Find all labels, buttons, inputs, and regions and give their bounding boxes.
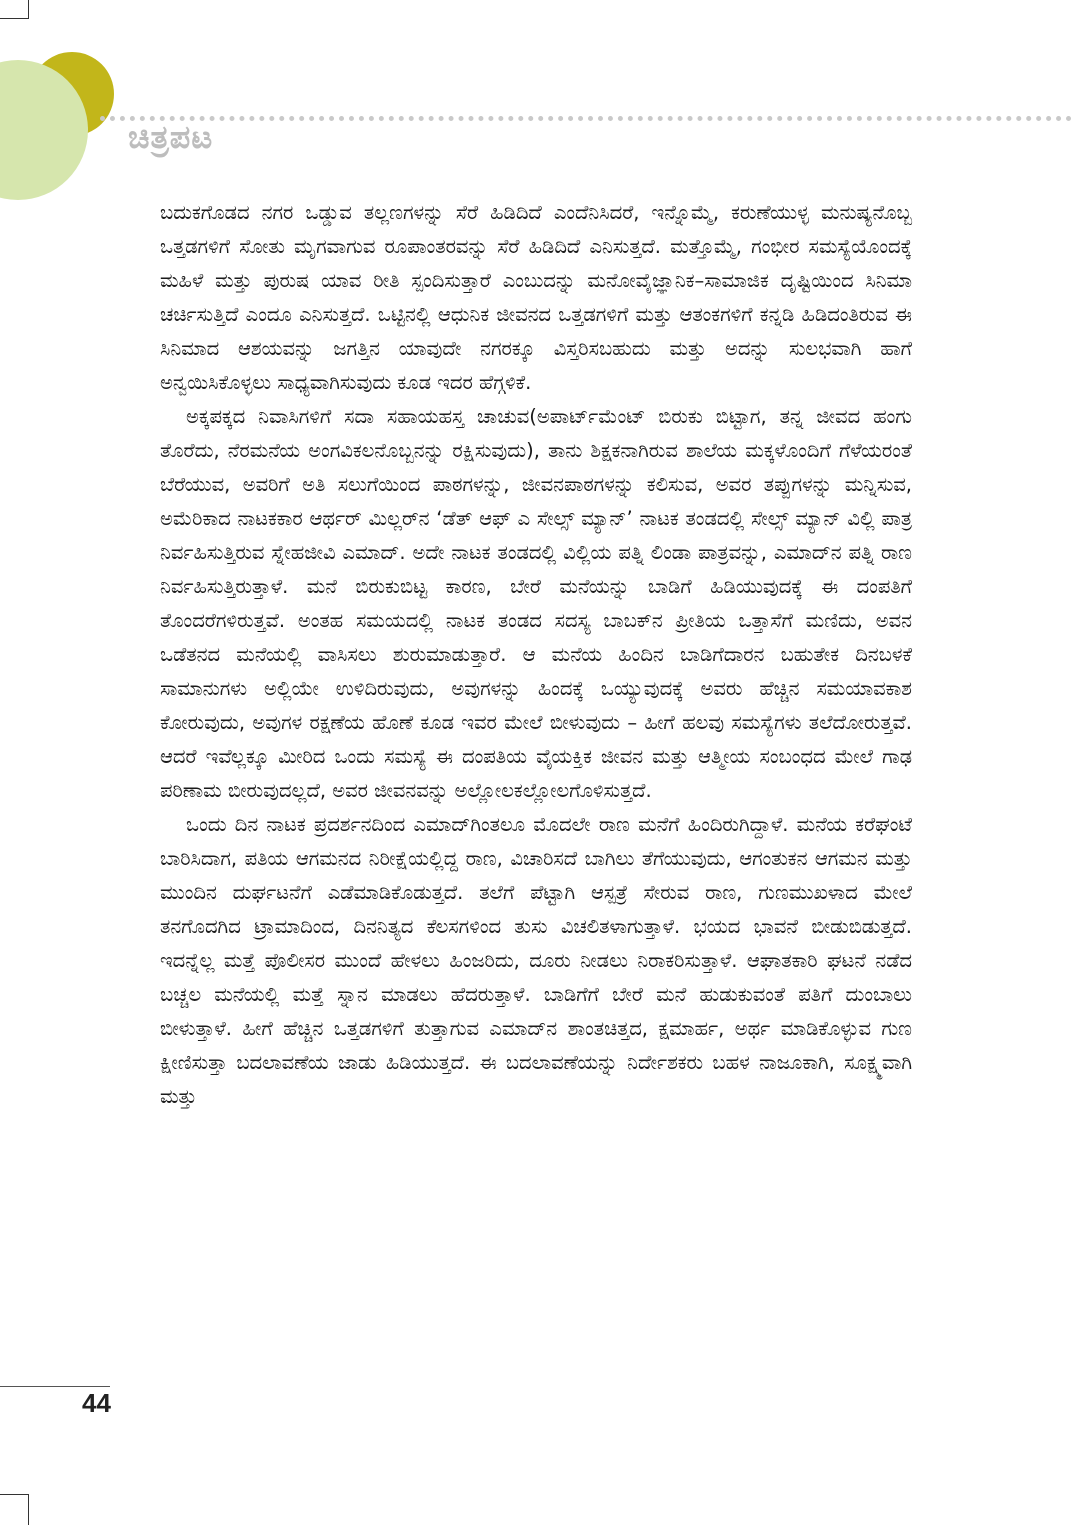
- paragraph-2: ಅಕ್ಕಪಕ್ಕದ ನಿವಾಸಿಗಳಿಗೆ ಸದಾ ಸಹಾಯಹಸ್ತ ಚಾಚುವ(ಅಪಾರ್ಟ್‌ಮೆಂಟ್ ಬಿರುಕು ಬಿಟ್ಟಾಗ, ತನ್ನ ಜೀವದ ಹಂಗು ತೊರೆದು, ನೆರಮನೆಯ ಅಂಗವಿಕಲನೊಬ್ಬನನ್ನು ರಕ್ಷಿಸುವುದು), ತಾನು ಶಿಕ್ಷಕನಾಗಿರುವ ಶಾಲೆಯ ಮಕ್ಕಳೊಂದಿಗೆ ಗೆಳೆಯರಂತೆ ಬೆರೆಯುವ, ಅವರಿಗೆ ಅತಿ ಸಲುಗೆಯಿಂದ ಪಾಠಗಳನ್ನು, ಜೀವನಪಾಠಗಳನ್ನು ಕಲಿಸುವ, ಅವರ ತಪ್ಪುಗಳನ್ನು ಮನ್ನಿಸುವ, ಅಮೆರಿಕಾದ ನಾಟಕಕಾರ ಆರ್ಥರ್ ಮಿಲ್ಲರ್‌ನ ‘ಡೆತ್ ಆಫ್ ಎ ಸೇಲ್ಸ್ ಮ್ಯಾನ್’ ನಾಟಕ ತಂಡದಲ್ಲಿ ಸೇಲ್ಸ್ ಮ್ಯಾನ್ ವಿಲ್ಲಿ ಪಾತ್ರ ನಿರ್ವಹಿಸುತ್ತಿರುವ ಸ್ನೇಹಜೀವಿ ಎಮಾದ್. ಅದೇ ನಾಟಕ ತಂಡದಲ್ಲಿ ವಿಲ್ಲಿಯ ಪತ್ನಿ ಲಿಂಡಾ ಪಾತ್ರವನ್ನು, ಎಮಾದ್‌ನ ಪತ್ನಿ ರಾಣ ನಿರ್ವಹಿಸುತ್ತಿರುತ್ತಾಳೆ. ಮನೆ ಬಿರುಕುಬಿಟ್ಟ ಕಾರಣ, ಬೇರೆ ಮನೆಯನ್ನು ಬಾಡಿಗೆ ಹಿಡಿಯುವುದಕ್ಕೆ ಈ ದಂಪತಿಗೆ ತೊಂದರೆಗಳಿರುತ್ತವೆ. ಅಂತಹ ಸಮಯದಲ್ಲಿ ನಾಟಕ ತಂಡದ ಸದಸ್ಯ ಬಾಬಕ್‌ನ ಪ್ರೀತಿಯ ಒತ್ತಾಸೆಗೆ ಮಣಿದು, ಅವನ ಒಡೆತನದ ಮನೆಯಲ್ಲಿ ವಾಸಿಸಲು ಶುರುಮಾಡುತ್ತಾರೆ. ಆ ಮನೆಯ ಹಿಂದಿನ ಬಾಡಿಗೆದಾರನ ಬಹುತೇಕ ದಿನಬಳಕೆ ಸಾಮಾನುಗಳು ಅಲ್ಲಿಯೇ ಉಳಿದಿರುವುದು, ಅವುಗಳನ್ನು ಹಿಂದಕ್ಕೆ ಒಯ್ಯುವುದಕ್ಕೆ ಅವರು ಹೆಚ್ಚಿನ ಸಮಯಾವಕಾಶ ಕೋರುವುದು, ಅವುಗಳ ರಕ್ಷಣೆಯ ಹೊಣೆ ಕೂಡ ಇವರ ಮೇಲೆ ಬೀಳುವುದು – ಹೀಗೆ ಹಲವು ಸಮಸ್ಯೆಗಳು ತಲೆದೋರುತ್ತವೆ. ಆದರೆ ಇವೆಲ್ಲಕ್ಕೂ ಮೀರಿದ ಒಂದು ಸಮಸ್ಯೆ ಈ ದಂಪತಿಯ ವೈಯಕ್ತಿಕ ಜೀವನ ಮತ್ತು ಆತ್ಮೀಯ ಸಂಬಂಧದ ಮೇಲೆ ಗಾಢ ಪರಿಣಾಮ ಬೀರುವುದಲ್ಲದೆ, ಅವರ ಜೀವನವನ್ನು ಅಲ್ಲೋಲಕಲ್ಲೋಲಗೊಳಿಸುತ್ತದೆ.: [160, 405, 912, 802]
- crop-mark-bottom-vertical: [28, 1494, 29, 1525]
- page-number: 44: [82, 1388, 111, 1418]
- article-body: [160, 196, 912, 1114]
- footer-rule: [0, 1386, 110, 1387]
- header-dotted-rule: [100, 116, 1072, 121]
- section-title: ಚಿತ್ರಪಟ: [128, 118, 214, 156]
- paragraph-3: ಒಂದು ದಿನ ನಾಟಕ ಪ್ರದರ್ಶನದಿಂದ ಎಮಾದ್‌ಗಿಂತಲೂ ಮೊದಲೇ ರಾಣ ಮನೆಗೆ ಹಿಂದಿರುಗಿದ್ದಾಳೆ. ಮನೆಯ ಕರೆಘಂಟೆ ಬಾರಿಸಿದಾಗ, ಪತಿಯ ಆಗಮನದ ನಿರೀಕ್ಷೆಯಲ್ಲಿದ್ದ ರಾಣ, ವಿಚಾರಿಸದೆ ಬಾಗಿಲು ತೆಗೆಯುವುದು, ಆಗಂತುಕನ ಆಗಮನ ಮತ್ತು ಮುಂದಿನ ದುರ್ಘಟನೆಗೆ ಎಡೆಮಾಡಿಕೊಡುತ್ತದೆ. ತಲೆಗೆ ಪೆಟ್ಟಾಗಿ ಆಸ್ಪತ್ರೆ ಸೇರುವ ರಾಣ, ಗುಣಮುಖಳಾದ ಮೇಲೆ ತನಗೊದಗಿದ ಟ್ರಾಮಾದಿಂದ, ದಿನನಿತ್ಯದ ಕೆಲಸಗಳಿಂದ ತುಸು ವಿಚಲಿತಳಾಗುತ್ತಾಳೆ. ಭಯದ ಭಾವನೆ ಬೀಡುಬಿಡುತ್ತದೆ. ಇದನ್ನೆಲ್ಲ ಮತ್ತೆ ಪೊಲೀಸರ ಮುಂದೆ ಹೇಳಲು ಹಿಂಜರಿದು, ದೂರು ನೀಡಲು ನಿರಾಕರಿಸುತ್ತಾಳೆ. ಆಘಾತಕಾರಿ ಘಟನೆ ನಡೆದ ಬಚ್ಚಲ ಮನೆಯಲ್ಲಿ ಮತ್ತೆ ಸ್ನಾನ ಮಾಡಲು ಹೆದರುತ್ತಾಳೆ. ಬಾಡಿಗೆಗೆ ಬೇರೆ ಮನೆ ಹುಡುಕುವಂತೆ ಪತಿಗೆ ದುಂಬಾಲು ಬೀಳುತ್ತಾಳೆ. ಹೀಗೆ ಹೆಚ್ಚಿನ ಒತ್ತಡಗಳಿಗೆ ತುತ್ತಾಗುವ ಎಮಾದ್‌ನ ಶಾಂತಚಿತ್ತದ, ಕ್ಷಮಾರ್ಹ, ಅರ್ಥ ಮಾಡಿಕೊಳ್ಳುವ ಗುಣ ಕ್ಷೀಣಿಸುತ್ತಾ ಬದಲಾವಣೆಯ ಜಾಡು ಹಿಡಿಯುತ್ತದೆ. ಈ ಬದಲಾವಣೆಯನ್ನು ನಿರ್ದೇಶಕರು ಬಹಳ ನಾಜೂಕಾಗಿ, ಸೂಕ್ಷ್ಮವಾಗಿ ಮತ್ತು: [160, 813, 912, 1108]
- crop-mark-top-horizontal: [0, 18, 28, 19]
- crop-mark-top-vertical: [28, 0, 29, 19]
- crop-mark-bottom-horizontal: [0, 1494, 28, 1495]
- paragraph-1: ಬದುಕಗೊಡದ ನಗರ ಒಡ್ಡುವ ತಲ್ಲಣಗಳನ್ನು ಸೆರೆ ಹಿಡಿದಿದೆ ಎಂದೆನಿಸಿದರೆ, ಇನ್ನೊಮ್ಮೆ, ಕರುಣೆಯುಳ್ಳ ಮನುಷ್ಯನೊಬ್ಬ ಒತ್ತಡಗಳಿಗೆ ಸೋತು ಮೃಗವಾಗುವ ರೂಪಾಂತರವನ್ನು ಸೆರೆ ಹಿಡಿದಿದೆ ಎನಿಸುತ್ತದೆ. ಮತ್ತೊಮ್ಮೆ, ಗಂಭೀರ ಸಮಸ್ಯೆಯೊಂದಕ್ಕೆ ಮಹಿಳೆ ಮತ್ತು ಪುರುಷ ಯಾವ ರೀತಿ ಸ್ಪಂದಿಸುತ್ತಾರೆ ಎಂಬುದನ್ನು ಮನೋವೈಜ್ಞಾನಿಕ–ಸಾಮಾಜಿಕ ದೃಷ್ಟಿಯಿಂದ ಸಿನಿಮಾ ಚರ್ಚಿಸುತ್ತಿದೆ ಎಂದೂ ಎನಿಸುತ್ತದೆ. ಒಟ್ಟಿನಲ್ಲಿ ಆಧುನಿಕ ಜೀವನದ ಒತ್ತಡಗಳಿಗೆ ಮತ್ತು ಆತಂಕಗಳಿಗೆ ಕನ್ನಡಿ ಹಿಡಿದಂತಿರುವ ಈ ಸಿನಿಮಾದ ಆಶಯವನ್ನು ಜಗತ್ತಿನ ಯಾವುದೇ ನಗರಕ್ಕೂ ವಿಸ್ತರಿಸಬಹುದು ಮತ್ತು ಅದನ್ನು ಸುಲಭವಾಗಿ ಹಾಗೆ ಅನ್ವಯಿಸಿಕೊಳ್ಳಲು ಸಾಧ್ಯವಾಗಿಸುವುದು ಕೂಡ ಇದರ ಹೆಗ್ಗಳಿಕೆ.: [160, 201, 912, 394]
